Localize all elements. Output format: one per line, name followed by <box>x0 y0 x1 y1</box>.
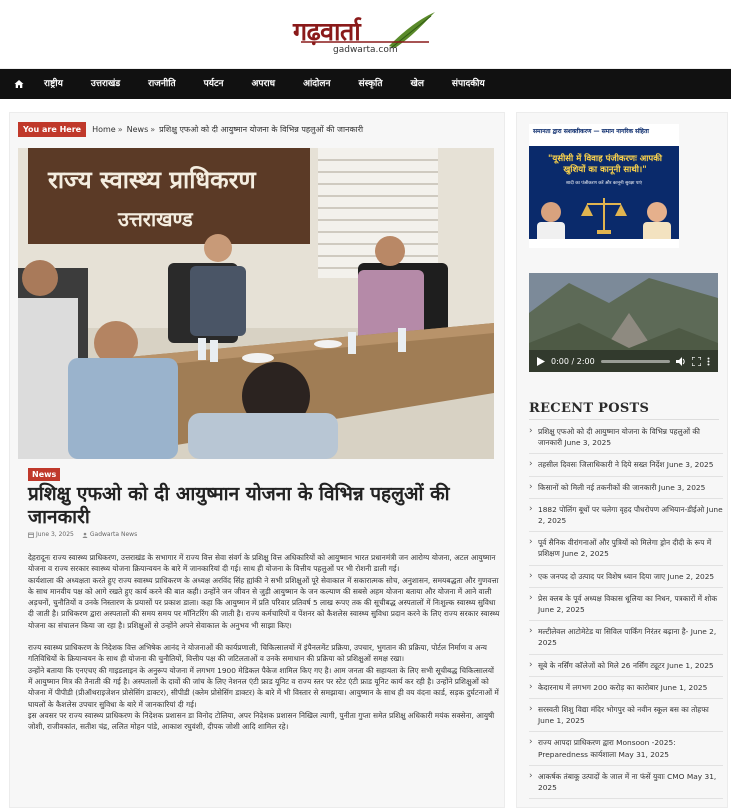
recent-post-item[interactable] <box>529 704 723 732</box>
recent-post-title[interactable]: किसानों को मिली नई तकनीकों की जानकारी <box>538 482 657 492</box>
article-meta <box>28 531 137 538</box>
user-icon <box>82 532 88 538</box>
home-icon <box>14 79 24 89</box>
logo-url: gadwarta.com <box>333 45 398 55</box>
recent-post-title[interactable]: प्रेस क्लब के पूर्व अध्यक्ष विकास धूलिया का निधन, पत्रकारों में शोक <box>538 593 718 603</box>
site-logo[interactable] <box>291 8 438 62</box>
recent-post-date: June 2, 2025 <box>562 549 609 559</box>
breadcrumb <box>18 120 363 138</box>
meeting-photo <box>18 148 494 459</box>
video-player[interactable] <box>529 273 718 372</box>
recent-post-item[interactable] <box>529 459 723 476</box>
recent-post-date: June 2, 2025 <box>667 571 715 581</box>
play-icon[interactable] <box>537 357 545 366</box>
video-controls <box>529 350 718 372</box>
ad-subtext: शादी का पंजीकरण करें और कानूनी सुरक्षा पाएं <box>565 181 643 186</box>
recent-post-date: June 3, 2025 <box>564 438 612 448</box>
video-progress-bar[interactable] <box>601 360 670 363</box>
article-title: प्रशिक्षु एफओ को दी आयुष्मान योजना के विभिन्न पहलुओं की जानकारी <box>28 483 450 528</box>
ad-top-strip: समानता द्वारा सशक्तीकरण — समान नागरिक संहिता <box>529 124 679 146</box>
recent-post-date: June 2, 2025 <box>538 605 585 615</box>
article-paragraph: राज्य स्वास्थ्य प्राधिकरण के निदेशक वित्त अभिषेक आनंद ने योजनाओं की कार्यप्रणाली, चिकित्सालयों में इंपैनलमेंट प्रक्रिया, उपचार, भुगतान की प्रक्रिया, पोर्टल निर्माण व अन्य गतिविधियों के क्रियान्वयन के साथ ही योजना की चुनौतियों, वित्तीय पक्ष की जटिलताओं व उनके समाधान की प्रक्रिया को प्रशिक्षुओं समक्ष रखा। उन्होंने बताया कि एनएचए की गाइडलाइन के अनुरूप योजना में लगभग 1900 मेडिकल पैकेज शामिल किए गए है। आम जनता की सहायता के लिए सभी सूचीबद्ध चिकित्सालयों में आयुष्मान मित्र की तैनाती की गई है। अस्पतालों के दावों की जांच के लिए नेशनल एंटी फ्राड यूनिट व राज्य स्तर पर स्टेट एंटी फ्राड यूनिट कार्य कर रही है। उन्होंने प्रशिक्षुओं को योजना में पीपीडी (प्रीऑथराइजेशन प्रोसेसिंग डाक्टर), सीपीडी (क्लेम प्रोसेसिंग डाक्टर) के बारे में भी विस्तार से समझाया। आयुष्मान के साथ ही वय वंदना कार्ड, सड़क दुर्घटनाओं में घायलों के कैशलेस उपचार सुविधा के बारे में जानकारियां दी गई। इस अवसर पर राज्य स्वास्थ्य प्राधिकरण के निदेशक प्रशासन डा विनोद टोलिया, अपर निदेशक प्रशासन निखिल त्यागी, पुनीता गुप्ता समेत प्रशिक्षु अधिकारी मयंक सक्सेना, आयुषी जोशी, राजीवकांत, सतीश चंद्र, ललित मोहन पांडे, आकाश रघुवंशी, दीपक जोशी आदि शामिल रहे। <box>28 643 499 732</box>
article-featured-image <box>18 148 494 459</box>
logo-text: गढ़वार्ता <box>293 17 361 46</box>
recent-post-date: May 31, 2025 <box>618 749 670 759</box>
recent-post-date: June 2, 2025 <box>538 627 717 648</box>
recent-post-title[interactable]: राज्य आपदा प्राधिकरण द्वारा Monsoon -2025: Preparedness कार्यशाला <box>538 738 676 759</box>
volume-icon[interactable] <box>676 357 686 366</box>
ad-headline: "यूसीसी में विवाह पंजीकरणः आपकी खुशियों का कानूनी साथी।" <box>548 154 662 175</box>
recent-post-item[interactable] <box>529 504 723 532</box>
ad-footer <box>529 239 679 248</box>
recent-post-item[interactable] <box>529 593 723 621</box>
breadcrumb-home-link[interactable]: Home <box>92 124 116 134</box>
nav-item-culture[interactable]: संस्कृति <box>358 79 383 89</box>
site-header <box>0 0 731 69</box>
nav-item-movement[interactable]: आंदोलन <box>303 79 331 89</box>
recent-post-date: June 1, 2025 <box>660 682 708 692</box>
meta-date <box>28 531 74 538</box>
recent-post-title[interactable]: 1882 पोलिंग बूथों पर चलेगा वृहद पौधरोपण अभियान-डीईओ <box>538 504 705 514</box>
recent-post-item[interactable] <box>529 737 723 765</box>
recent-posts-divider <box>529 419 719 420</box>
recent-post-title[interactable]: तहसील दिवसः जिलाधिकारी ने दिये सख्त निर्देश <box>538 460 665 470</box>
ucc-advertisement[interactable] <box>529 124 679 248</box>
article-author[interactable]: Gadwarta News <box>89 531 138 538</box>
recent-post-title[interactable]: एक जनपद दो उत्पाद पर विशेष ध्यान दिया जाए <box>538 571 666 581</box>
recent-post-item[interactable] <box>529 482 723 499</box>
recent-post-title[interactable]: मल्टीलेवल आटोमेटेड या सिविल पार्किंग निरंतर बढ़ाना है- <box>538 627 689 637</box>
breadcrumb-separator-icon: » <box>117 124 123 134</box>
nav-item-tourism[interactable]: पर्यटन <box>203 79 224 89</box>
recent-post-date: June 1, 2025 <box>538 716 585 726</box>
recent-posts-heading: RECENT POSTS <box>529 401 650 416</box>
recent-post-date: June 3, 2025 <box>666 460 714 470</box>
article-body <box>28 552 500 743</box>
nav-item-uttarakhand[interactable]: उत्तराखंड <box>90 79 121 89</box>
video-time: 0:00 / 2:00 <box>551 356 595 366</box>
article-column <box>9 112 505 808</box>
recent-post-date: June 3, 2025 <box>658 482 706 492</box>
breadcrumb-separator-icon: » <box>150 124 156 134</box>
meta-author <box>82 531 137 538</box>
recent-post-date: June 2, 2025 <box>538 504 723 526</box>
nav-item-national[interactable]: राष्ट्रीय <box>44 79 63 89</box>
recent-post-item[interactable] <box>529 626 723 654</box>
nav-item-sports[interactable]: खेल <box>410 79 424 89</box>
nav-home[interactable] <box>14 69 28 99</box>
recent-post-title[interactable]: आकर्षक तंबाकू उत्पादों के जाल में ना फंसें युवाः CMO <box>538 771 685 781</box>
ad-graphic <box>529 186 679 246</box>
recent-post-item[interactable] <box>529 571 723 588</box>
recent-post-item[interactable] <box>529 682 723 699</box>
recent-post-item[interactable] <box>529 660 723 677</box>
nav-item-editorial[interactable]: संपादकीय <box>451 79 485 89</box>
recent-post-item[interactable] <box>529 771 723 799</box>
sign-line-1: राज्य स्वास्थ्य प्राधिकरण <box>48 166 256 194</box>
nav-item-crime[interactable]: अपराध <box>251 79 276 89</box>
more-options-icon[interactable] <box>707 357 710 366</box>
calendar-icon <box>28 532 34 538</box>
main-nav <box>0 69 731 99</box>
recent-post-title[interactable]: सरस्वती शिशु विद्या मंदिर भोगपुर को नवीन स्कूल बस का तोहफा <box>538 705 709 715</box>
recent-post-item[interactable] <box>529 537 723 565</box>
recent-post-title[interactable]: केदारनाथ में लगभग 200 करोड़ का कारोबार <box>538 682 659 692</box>
recent-post-date: June 1, 2025 <box>666 660 714 670</box>
category-tag[interactable]: News <box>28 468 60 481</box>
you-are-here-label: You are Here <box>18 122 86 137</box>
article-date: June 3, 2025 <box>36 531 74 538</box>
recent-post-item[interactable] <box>529 426 723 454</box>
breadcrumb-news-link[interactable]: News <box>126 124 149 134</box>
recent-posts-list <box>529 426 723 804</box>
nav-item-politics[interactable]: राजनीति <box>148 79 176 89</box>
breadcrumb-current: प्रशिक्षु एफओ को दी आयुष्मान योजना के विभिन्न पहलुओं की जानकारी <box>159 124 364 134</box>
sidebar <box>516 112 728 808</box>
recent-post-title[interactable]: पूर्व सैनिक वीरांगनाओं और पुत्रियों को मिलेगा ड्रोन दीदी के रूप में प्रशिक्षण <box>538 538 712 559</box>
fullscreen-icon[interactable] <box>692 357 701 366</box>
recent-post-date: May 31, 2025 <box>538 771 717 793</box>
article-paragraph: देहरादूनः राज्य स्वास्थ्य प्राधिकरण, उत्तराखंड के सभागार में राज्य वित्त सेवा संवर्ग के प्रशिक्षु वित्त अधिकारियों को आयुष्मान भारत प्रधानमंत्री जन आरोग्य योजना, अटल आयुष्मान योजना व राज्य सरकार स्वास्थ्य योजना क्रियान्वयन के बारे में जानकारियां दी गई। साथ ही योजना के वित्तीय पहलुओं पर भी रोशनी डाली गई। कार्यशाला की अध्यक्षता करते हुए राज्य स्वास्थ्य प्राधिकरण के अध्यक्ष अरविंद सिंह ह्यांकी ने सभी प्रशिक्षुओं पूरे सेवाकाल में सकारात्मक सोच, अनुशासन, समयबद्धता और गुणवत्ता के साथ मानवीय पक्ष को आगे रखते हुए कार्य करने की बात कही। उन्होंने जन जीवन से जुड़ी आयुष्मान के जन कल्याण की सबसे अहम योजना बताया और योजना में आने वाली अड़चनों, चुनौतियों व उनके निस्तारण के प्रयासों पर प्रकाश डाला। कहा कि आयुष्मान में प्रति परिवार प्रतिवर्ष 5 लाख रूपए तक की सूचीबद्ध अस्पतालों में निःशुल्क स्वास्थ्य सुविधा दी जाती है। प्राधिकरण द्वारा अस्पतालों की समय समय पर मॉनिटरिंग की जाती है। राज्य कर्मचारियों व पेंशनर को कैशलेस स्वास्थ्य सुविधा प्रदान करने के लिए राज्य सरकार स्वास्थ्य योजना का संचालन किया जा रहा है। प्रशिक्षुओं से उन्होंने अपने सेवाकाल के अनुभव भी साझा किए। <box>28 553 500 630</box>
sign-line-2: उत्तराखण्ड <box>118 207 193 231</box>
recent-post-title[interactable]: प्रशिक्षु एफओ को दी आयुष्मान योजना के विभिन्न पहलुओं की जानकारी <box>538 427 700 448</box>
recent-post-title[interactable]: सूबे के नर्सिंग कॉलेजों को मिले 26 नर्सिंग ट्यूटर <box>538 660 665 670</box>
